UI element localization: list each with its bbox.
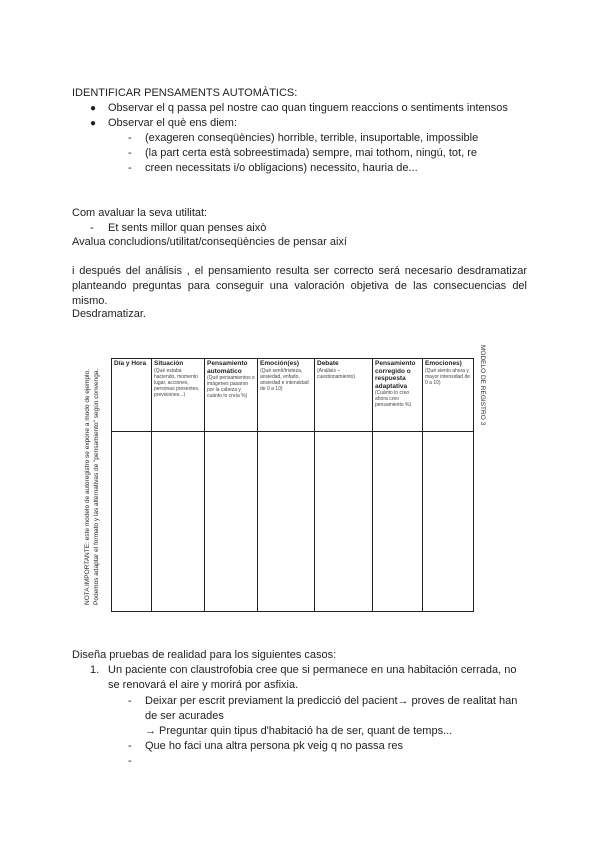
column-header: [112, 359, 152, 432]
column-subtitle: (Qué sentí/tristeza, ansiedad, enfado, ansiedad e intensidad de 0 a 10): [260, 367, 309, 392]
utility-title: Com avaluar la seva utilitat:: [72, 207, 208, 219]
table-cell: [258, 432, 315, 612]
column-title: Situación: [154, 360, 184, 367]
column-subtitle: (Qué siento ahora y mayor intensidad de 0 a 10): [425, 367, 471, 386]
table-cell: [152, 432, 205, 612]
case-text: Un paciente con claustrofobia cree que si permanece en una habitación cerrada, no: [108, 664, 517, 676]
column-header: [152, 359, 205, 432]
dash-marker: -: [128, 740, 132, 752]
bullet-item: Observar el q passa pel nostre cao quan tinguem reaccions o sentiments intensos: [108, 102, 508, 114]
side-note-line-1: NOTA IMPORTANTE: este modelo de autoregistro se expone a modo de ejemplo.: [84, 369, 91, 605]
column-header: [258, 359, 315, 432]
case-answer: Que ho faci una altra persona pk veig q no passa res: [145, 740, 404, 752]
section-heading: IDENTIFICAR PENSAMENTS AUTOMÀTICS:: [72, 87, 298, 99]
sub-item: (exageren conseqüències) horrible, terrible, insuportable, impossible: [145, 132, 479, 144]
utility-item: Et sents millor quan penses això: [108, 222, 267, 234]
dash-marker: -: [128, 755, 132, 767]
column-header: [205, 359, 258, 432]
column-subtitle: (Análisis – cuestionamiento): [317, 367, 356, 380]
dash-marker: -: [128, 162, 132, 174]
utility-line: Avalua concludions/utilitat/conseqüències de pensar així: [72, 236, 347, 248]
bullet-icon: ●: [90, 103, 97, 114]
side-note-line-2: Podemos adaptar el formato y las alternativas de "pensamiento" según convenga.: [93, 368, 100, 605]
table-cell: [205, 432, 258, 612]
case-answer-arrow: → Preguntar quin tipus d'habitació ha de ser, quant de temps...: [145, 725, 453, 737]
figure-side-title: [479, 345, 490, 426]
cases-title: Diseña pruebas de realidad para los siguientes casos:: [72, 649, 337, 661]
column-title: Debate: [317, 360, 339, 367]
column-header: [315, 359, 373, 432]
side-title-text: MODELO DE REGISTRO 3: [479, 345, 486, 426]
dash-marker: -: [128, 147, 132, 159]
table-cell: [423, 432, 474, 612]
column-title: Día y Hora: [114, 360, 147, 367]
desdramatizar-label: Desdramatizar.: [72, 308, 146, 320]
bullet-icon: ●: [90, 118, 97, 129]
registro-table: [111, 358, 474, 612]
table-cell: [315, 432, 373, 612]
table-cell: [373, 432, 423, 612]
column-subtitle: (Qué estaba haciendo, momento lugar, acciones, personas presentes, previsiones...): [154, 367, 200, 398]
column-title: Emociones): [425, 360, 462, 367]
column-header: [423, 359, 474, 432]
bullet-item: Observar el què ens diem:: [108, 117, 238, 129]
column-title: Emoción(es): [260, 360, 300, 367]
paragraph: i después del análisis , el pensamiento resulta ser correcto será necesario desdramatizar planteando preguntas para conseguir una valoración objetiva de las consecuencias del mismo.: [72, 265, 527, 307]
table-cell: [112, 432, 152, 612]
sub-item: creen necessitats i/o obligacions) necessito, hauria de...: [145, 162, 418, 174]
column-title: Pensamiento automático: [207, 360, 248, 375]
case-answer: Deixar per escrit previament la predicció del pacient→ proves de realitat han: [145, 695, 518, 707]
column-title: Pensamiento corregido o respuesta adaptativa: [375, 360, 416, 390]
table-row: [112, 432, 474, 612]
figure-side-note: [84, 343, 102, 605]
column-header: [373, 359, 423, 432]
case-answer: de ser acurades: [145, 710, 224, 722]
dash-marker: -: [128, 132, 132, 144]
table-header-row: [112, 359, 474, 432]
case-number: 1.: [90, 664, 100, 676]
dash-marker: -: [128, 695, 132, 707]
dash-marker: -: [90, 222, 94, 234]
column-subtitle: (Qué pensamientos e imágenes pasaron por la cabeza y cuánto lo creía %): [207, 375, 255, 399]
column-subtitle: (Cuánto lo creo ahora creo pensamiento %): [375, 390, 412, 408]
case-text: se renovará el aire y morirá por asfixia.: [108, 679, 299, 691]
sub-item: (la part certa està sobreestimada) sempre, mai tothom, ningú, tot, re: [145, 147, 477, 159]
